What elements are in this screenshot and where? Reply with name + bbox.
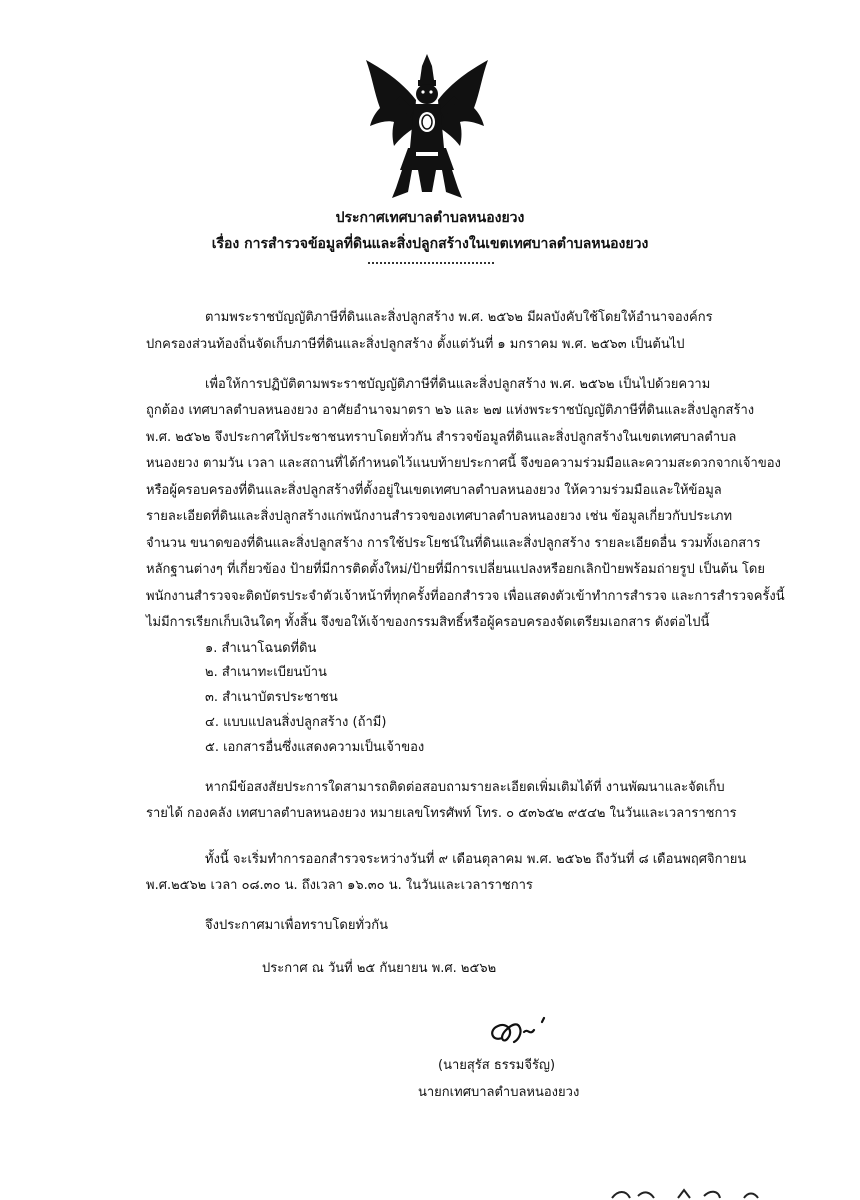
paragraph-2-line-1: เพื่อให้การปฏิบัติตามพระราชบัญญัติภาษีที่ดินและสิ่งปลูกสร้าง พ.ศ. ๒๕๖๒ เป็นไปด้วยความ: [205, 377, 711, 392]
document-title: ประกาศเทศบาลตำบลหนองยวง: [335, 210, 525, 226]
contact-paragraph-line-2: รายได้ กองคลัง เทศบาลตำบลหนองยวง หมายเลขโทรศัพท์ โทร. ๐ ๕๓๖๕๒ ๙๕๔๒ ในวันและเวลาราชการ: [146, 806, 737, 821]
schedule-paragraph-line-1: ทั้งนี้ จะเริ่มทำการออกสำรวจระหว่างวันที่ ๙ เดือนตุลาคม พ.ศ. ๒๕๖๒ ถึงวันที่ ๘ เดือนพฤศจิกายน: [205, 852, 747, 867]
document-list-item: ๒. สำเนาทะเบียนบ้าน: [205, 665, 327, 680]
paragraph-2-line-9: พนักงานสำรวจจะติดบัตรประจำตัวเจ้าหน้าที่ทุกครั้งที่ออกสำรวจ เพื่อแสดงตัวเข้าทำการสำรวจ และการสำรวจครั้งนี้: [146, 589, 785, 604]
paragraph-1-line-1: ตามพระราชบัญญัติภาษีที่ดินและสิ่งปลูกสร้าง พ.ศ. ๒๕๖๒ มีผลบังคับใช้โดยให้อำนาจองค์กร: [205, 310, 713, 325]
paragraph-1-line-2: ปกครองส่วนท้องถิ่นจัดเก็บภาษีที่ดินและสิ่งปลูกสร้าง ตั้งแต่วันที่ ๑ มกราคม พ.ศ. ๒๕๖๓ เป็นต้นไป: [146, 337, 685, 352]
paragraph-2-line-8: หลักฐานต่างๆ ที่เกี่ยวข้อง ป้ายที่มีการติดตั้งใหม่/ป้ายที่มีการเปลี่ยนแปลงหรือยกเลิกป้ายพร้อมถ่ายรูป เป็นต้น โดย: [146, 562, 765, 577]
document-list-item: ๔. แบบแปลนสิ่งปลูกสร้าง (ถ้ามี): [205, 715, 387, 730]
closing-paragraph: จึงประกาศมาเพื่อทราบโดยทั่วกัน: [205, 918, 389, 933]
announcement-date: ประกาศ ณ วันที่ ๒๕ กันยายน พ.ศ. ๒๕๖๒: [262, 961, 497, 976]
paragraph-2-line-3: พ.ศ. ๒๕๖๒ จึงประกาศให้ประชาชนทราบโดยทั่วกัน สำรวจข้อมูลที่ดินและสิ่งปลูกสร้างในเขตเทศบาลตำบล: [146, 430, 737, 445]
separator-line: [368, 262, 494, 264]
document-list-item: ๓. สำเนาบัตรประชาชน: [205, 690, 338, 705]
signatory-position: นายกเทศบาลตำบลหนองยวง: [418, 1085, 580, 1100]
paragraph-2-line-4: หนองยวง ตามวัน เวลา และสถานที่ได้กำหนดไว้แนบท้ายประกาศนี้ จึงขอความร่วมมือและความสะดวกจากเจ้าของ: [146, 456, 781, 471]
paragraph-2-line-10: ไม่มีการเรียกเก็บเงินใดๆ ทั้งสิ้น จึงขอให้เจ้าของกรรมสิทธิ์หรือผู้ครอบครองจัดเตรียมเอกสาร ดังต่อไปนี้: [146, 615, 710, 630]
document-list-item: ๑. สำเนาโฉนดที่ดิน: [205, 641, 317, 656]
contact-paragraph-line-1: หากมีข้อสงสัยประการใดสามารถติดต่อสอบถามรายละเอียดเพิ่มเติมได้ที่ งานพัฒนาและจัดเก็บ: [205, 780, 725, 795]
schedule-paragraph-line-2: พ.ศ.๒๕๖๒ เวลา ๐๘.๓๐ น. ถึงเวลา ๑๖.๓๐ น. ในวันและเวลาราชการ: [146, 878, 533, 893]
paragraph-2-line-5: หรือผู้ครอบครองที่ดินและสิ่งปลูกสร้างที่ตั้งอยู่ในเขตเทศบาลตำบลหนองยวง ให้ความร่วมมือและให้ข้อมูล: [146, 483, 722, 498]
garuda-emblem-icon: [362, 52, 492, 200]
paragraph-2-line-7: จำนวน ขนาดของที่ดินและสิ่งปลูกสร้าง การใช้ประโยชน์ในที่ดินและสิ่งปลูกสร้าง รายละเอียดอื่น รวมทั้งเอกสาร: [146, 536, 761, 551]
document-subject: เรื่อง การสำรวจข้อมูลที่ดินและสิ่งปลูกสร้างในเขตเทศบาลตำบลหนองยวง: [211, 236, 649, 252]
cropped-handwriting: [608, 1186, 860, 1200]
signatory-name: (นายสุรัส ธรรมจีรัญ): [438, 1058, 556, 1073]
paragraph-2-line-6: รายละเอียดที่ดินและสิ่งปลูกสร้างแก่พนักงานสำรวจของเทศบาลตำบลหนองยวง เช่น ข้อมูลเกี่ยวกับประเภท: [146, 509, 733, 524]
document-list-item: ๕. เอกสารอื่นซึ่งแสดงความเป็นเจ้าของ: [205, 740, 425, 755]
paragraph-2-line-2: ถูกต้อง เทศบาลตำบลหนองยวง อาศัยอำนาจมาตรา ๒๖ และ ๒๗ แห่งพระราชบัญญัติภาษีที่ดินและสิ่งปลูกสร้าง: [146, 403, 755, 418]
signature-icon: [484, 1008, 554, 1050]
